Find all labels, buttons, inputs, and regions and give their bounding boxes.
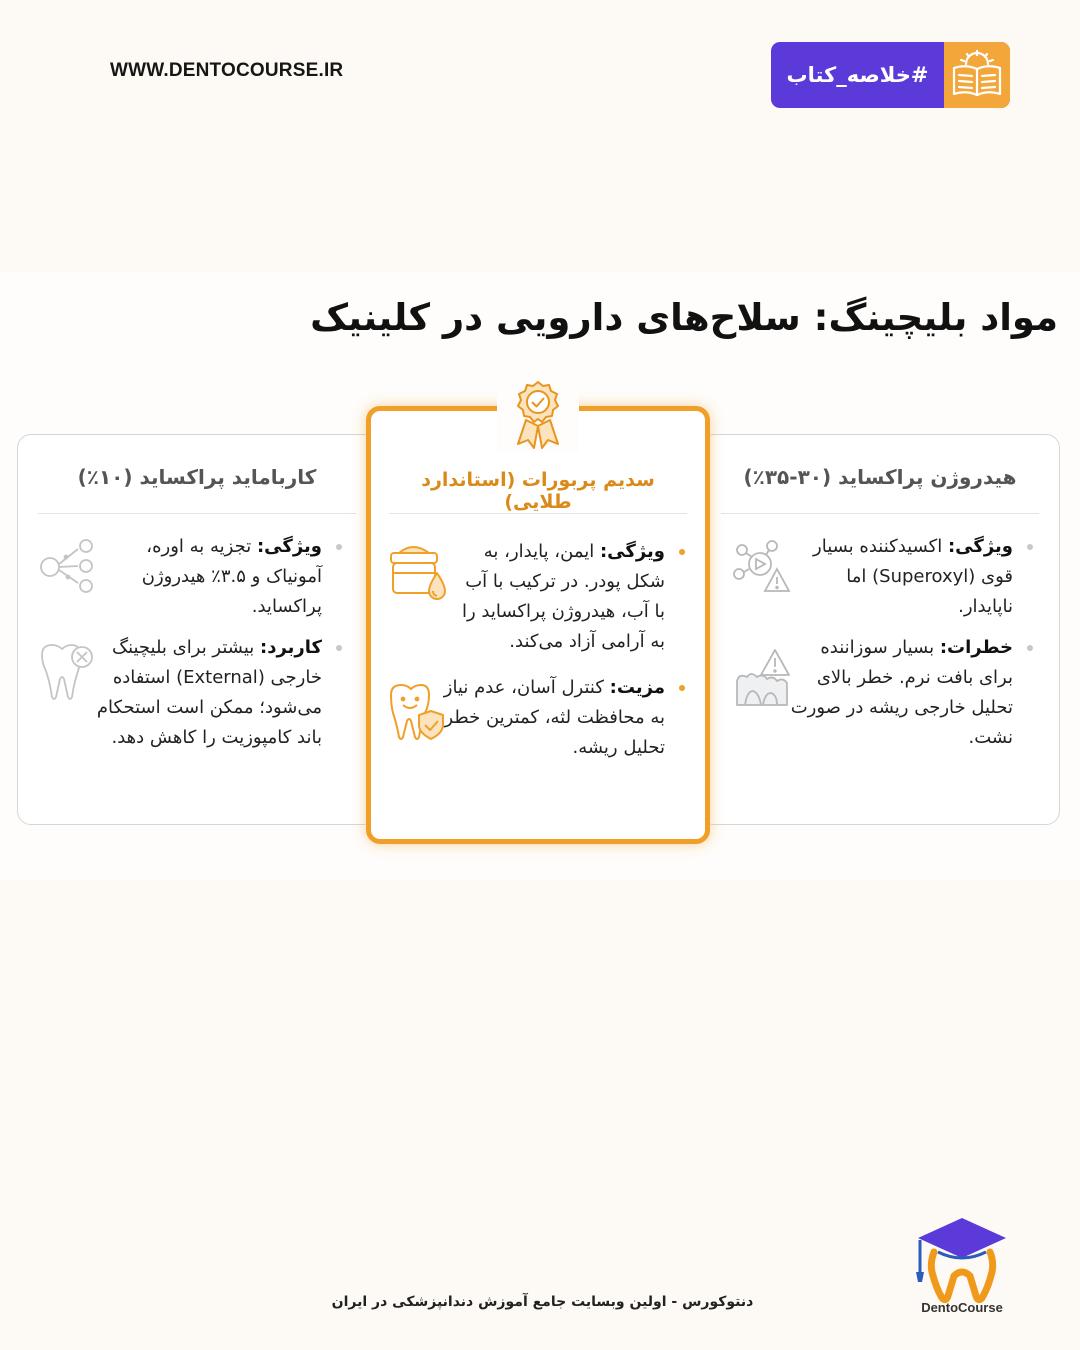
page-title: مواد بلیچینگ: سلاح‌های دارویی در کلینیک — [310, 296, 1058, 339]
divider — [38, 513, 356, 514]
item-text: بیشتر برای بلیچینگ خارجی (External) استفاده می‌شود؛ ممکن است استحکام باند کامپوزیت را کاهش دهد. — [96, 637, 322, 748]
dentocourse-logo[interactable] — [900, 1212, 1024, 1334]
card-title: هیدروژن پراکساید (۳۰-۳۵٪) — [743, 465, 1017, 489]
list-item — [803, 532, 1013, 622]
card-carbamide-peroxide — [17, 434, 377, 825]
item-label: ویژگی: — [947, 536, 1013, 557]
site-url[interactable]: WWW.DENTOCOURSE.IR — [110, 60, 344, 81]
item-text: کنترل آسان، عدم نیاز به محافظت لثه، کمترین خطر تحلیل ریشه. — [443, 677, 665, 758]
bullet-dot — [1027, 645, 1033, 651]
gum-burn-warning-icon — [731, 647, 795, 715]
bullet-dot — [1027, 544, 1033, 550]
item-label: کاربرد: — [260, 637, 322, 658]
list-item — [783, 633, 1013, 753]
summary-hashtag-label: #خلاصه_کتاب — [786, 63, 929, 87]
footer-tagline: دنتوکورس - اولین وبسایت جامع آموزش دندانپزشکی در ایران — [331, 1294, 754, 1310]
decomposition-network-icon — [38, 537, 98, 599]
happy-tooth-shield-icon — [387, 681, 447, 747]
divider — [389, 513, 687, 514]
molecule-warning-icon — [731, 539, 795, 605]
open-book-sun-icon — [944, 42, 1010, 108]
bullet-dot — [679, 549, 685, 555]
card-hydrogen-peroxide — [700, 434, 1060, 825]
item-text: اکسیدکننده بسیار قوی (Superoxyl) اما ناپایدار. — [813, 536, 1013, 617]
graduation-tooth-logo-icon — [908, 1212, 1016, 1304]
item-label: خطرات: — [939, 637, 1013, 658]
item-text: بسیار سوزاننده برای بافت نرم. خطر بالای تحلیل خارجی ریشه در صورت نشت. — [790, 637, 1013, 748]
list-item — [455, 537, 665, 657]
item-label: ویژگی: — [599, 541, 665, 562]
bullet-dot — [336, 544, 342, 550]
list-item — [425, 673, 665, 763]
card-title: کارباماید پراکساید (۱۰٪) — [77, 465, 317, 489]
list-item — [112, 532, 322, 622]
logo-wordmark: DentoCourse — [921, 1300, 1003, 1315]
item-text: تجزیه به اوره، آمونیاک و ۳.۵٪ هیدروژن پراکساید. — [141, 536, 322, 617]
bullet-dot — [336, 645, 342, 651]
powder-jar-drop-icon — [387, 539, 451, 609]
card-title: سدیم پربورات (استاندارد طلایی) — [421, 469, 655, 513]
list-item — [82, 633, 322, 753]
tooth-cross-icon — [36, 641, 98, 709]
card-sodium-perborate — [366, 406, 710, 844]
divider — [721, 513, 1039, 514]
bullet-dot — [679, 685, 685, 691]
item-label: ویژگی: — [256, 536, 322, 557]
summary-hashtag-badge[interactable] — [771, 42, 1010, 108]
item-text: ایمن، پایدار، به شکل پودر. در ترکیب با آب با آب، هیدروژن پراکساید را به آرامی آزاد می‌کند. — [461, 541, 665, 652]
award-badge-check-icon — [497, 380, 579, 452]
item-label: مزیت: — [609, 677, 665, 698]
